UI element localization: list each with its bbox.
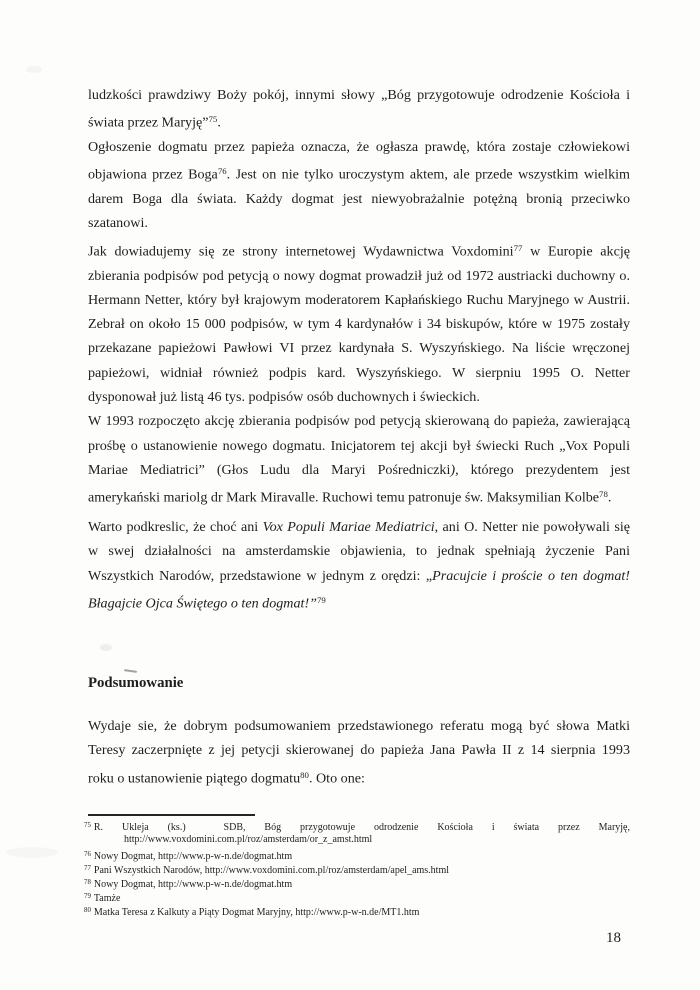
text-run: , ani O. Netter nie powoływali się [434, 519, 630, 536]
text-line [88, 312, 630, 336]
footnote [84, 849, 630, 863]
text-run: zbierania podpisów pod petycją o nowy dogmat prowadził już od 1972 austriacki duchowny o. [88, 267, 630, 284]
text-run: przekazane papieżowi Pawłowi VI przez kardynała S. Wyszyńskiego. Na liście wręczonej [88, 340, 630, 357]
paragraph [88, 409, 630, 510]
paragraph [88, 714, 630, 790]
text-line [88, 564, 630, 588]
text-line [88, 409, 630, 433]
footnote-text: Tamże [93, 892, 121, 904]
footnote [84, 905, 630, 919]
footnote-number: 75 [84, 822, 91, 829]
footnote-number: 79 [84, 892, 91, 900]
footnote-number: 76 [84, 850, 91, 858]
footnote-text: Pani Wszystkich Narodów, http://www.voxdomini.com.pl/roz/amsterdam/apel_ams.html [93, 864, 450, 876]
footnote [84, 877, 630, 891]
text-line [88, 211, 630, 235]
text-line [88, 288, 630, 312]
footnote-ref: 75 [208, 114, 218, 125]
text-run: ) [450, 461, 456, 478]
text-run: świata przez Maryję” [88, 114, 209, 131]
paragraph [88, 236, 630, 410]
scan-artifact [6, 847, 58, 858]
text-line [88, 434, 630, 458]
footnote-text: Nowy Dogmat, http://www.p-w-n.de/dogmat.htm [93, 878, 293, 890]
footnote-ref: 79 [316, 594, 326, 605]
text-run: darem Boga dla świata. Każdy dogmat jest niewyobrażalnie potężną bronią przeciwko [88, 191, 630, 208]
text-run: . Jest on nie tylko uroczystym aktem, ale przede wszystkim wielkim [226, 166, 631, 183]
text-line [88, 336, 630, 360]
text-run: w swej działalności na amsterdamskie objawienia, to jednak spełniają życzenie Pani [88, 543, 630, 560]
footnote [84, 834, 630, 846]
text-run: Mariae Mediatrici” (Głos Ludu dla Maryi Pośredniczki [88, 461, 451, 478]
text-line [88, 135, 630, 159]
footnote-text: http://www.voxdomini.com.pl/roz/amsterdam/or_z_amst.html [124, 834, 373, 846]
footnote-number: 77 [84, 864, 91, 872]
text-run: Hermann Netter, który był krajowym moderatorem Kapłańskiego Ruchu Maryjnego w Austrii. [88, 291, 630, 308]
footnote-separator [88, 814, 255, 816]
footnote-text: R. Ukleja (ks.) SDB, Bóg przygotowuje odrodzenie Kościoła i świata przez Maryję, [93, 822, 630, 833]
scan-artifact [26, 66, 42, 73]
text-run: Teresy zaczerpnięte z jej petycji skierowanej do papieża Jana Pawła II z 14 sierpnia 1993 [88, 742, 630, 759]
document-body [88, 83, 630, 790]
text-line [88, 236, 630, 264]
text-line [88, 458, 630, 482]
text-run: w Europie akcję [522, 243, 630, 260]
text-run: Jak dowiadujemy się ze strony internetowej Wydawnictwa Voxdomini [88, 243, 514, 260]
text-run: dysponował już listą 46 tys. podpisów osób duchownych i świeckich. [88, 389, 480, 406]
footnote [84, 891, 630, 905]
text-run: Pracujcie i proście o ten dogmat! [432, 567, 630, 584]
text-line [88, 539, 630, 563]
footnote-ref: 80 [300, 769, 309, 780]
footnote-number: 78 [84, 878, 91, 886]
text-line [88, 588, 630, 616]
text-run: Wszystkich Narodów, przedstawione w jednym z orędzi: „ [88, 567, 433, 584]
text-line [88, 515, 630, 539]
text-line [88, 107, 630, 135]
text-line [88, 482, 630, 510]
footnote-ref: 77 [513, 242, 523, 253]
text-line [88, 738, 630, 762]
text-run: papieżowi, widniał również podpis kard. Wyszyńskiego. W sierpniu 1995 O. Netter [88, 364, 630, 381]
text-run: prośbę o ustanowienie nowego dogmatu. Inicjatorem tej akcji był świecki Ruch „Vox Populi [88, 437, 630, 454]
text-line [88, 187, 630, 211]
text-run: . [217, 114, 221, 131]
paragraph [88, 83, 630, 135]
text-run: objawiona przez Boga [88, 166, 218, 183]
text-run: , którego prezydentem jest [455, 461, 630, 478]
text-run: Vox Populi Mariae Mediatrici [262, 519, 435, 536]
text-run: W 1993 rozpoczęto akcję zbierania podpisów pod petycją skierowaną do papieża, zawierającą [88, 413, 630, 430]
text-line [88, 83, 630, 107]
text-run: Zebrał on około 15 000 podpisów, w tym 4 kardynałów i 34 biskupów, które w 1975 zostały [88, 316, 630, 333]
footnote [84, 863, 630, 877]
text-run: Warto podkreslic, że choć ani [88, 519, 263, 536]
text-run: amerykański mariolg dr Mark Miravalle. Ruchowi temu patronuje św. Maksymilian Kolbe [88, 489, 600, 506]
section-heading: Podsumowanie [88, 674, 184, 691]
text-run: . [607, 489, 612, 506]
text-run: . Oto one: [308, 770, 365, 787]
text-run: roku o ustanowienie piątego dogmatu [88, 770, 301, 787]
text-line [88, 264, 630, 288]
footnotes-block [84, 820, 630, 919]
text-line [88, 763, 630, 791]
text-line [88, 385, 630, 409]
footnote-text: Matka Teresa z Kalkuty a Piąty Dogmat Maryjny, http://www.p-w-n.de/MT1.htm [93, 907, 420, 919]
text-line [88, 714, 630, 738]
footnote-ref: 76 [217, 166, 227, 177]
text-run: szatanowi. [88, 215, 148, 232]
page-number: 18 [606, 930, 621, 946]
text-run: Ogłoszenie dogmatu przez papieża oznacza, że ogłasza prawdę, która zostaje człowiekowi [88, 139, 630, 156]
footnote-ref: 78 [599, 489, 608, 500]
footnote-number: 80 [84, 907, 91, 915]
text-line [88, 159, 630, 187]
text-line [88, 361, 630, 385]
paragraph [88, 515, 630, 616]
footnote [84, 820, 630, 834]
footnote-text: Nowy Dogmat, http://www.p-w-n.de/dogmat.htm [93, 850, 293, 862]
text-run: Błagajcie Ojca Świętego o ten dogmat!” [88, 595, 317, 612]
text-run: ludzkości prawdziwy Boży pokój, innymi słowy „Bóg przygotowuje odrodzenie Kościoła i [88, 87, 630, 103]
paragraph [88, 135, 630, 236]
text-run: Wydaje sie, że dobrym podsumowaniem przedstawionego referatu mogą być słowa Matki [88, 718, 630, 735]
